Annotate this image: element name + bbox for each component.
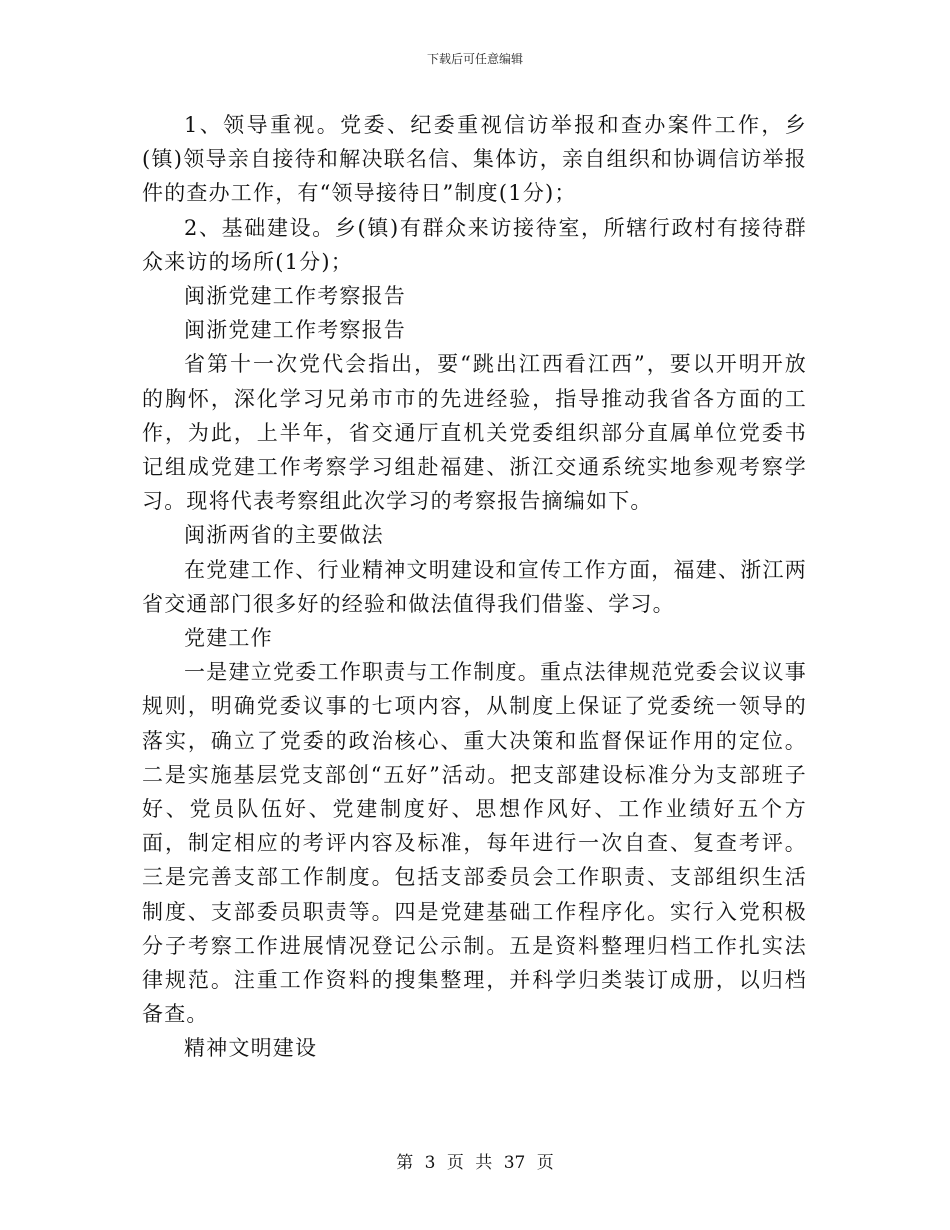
header-note: 下载后可任意编辑 [426,52,523,66]
paragraph-overview: 在党建工作、行业精神文明建设和宣传工作方面，福建、浙江两省交通部门很多好的经验和做法值得我们借鉴、学习。 [142,557,807,616]
section-heading-main-practices: 闽浙两省的主要做法 [184,523,384,548]
paragraph-leadership: 1、领导重视。党委、纪委重视信访举报和查办案件工作，乡(镇)领导亲自接待和解决联名信、集体访，亲自组织和协调信访举报件的查办工作，有“领导接待日”制度(1分)； [142,113,807,206]
section-heading-report: 闽浙党建工作考察报告 [184,284,406,309]
document-body [142,108,807,1066]
page-footer [0,1151,950,1175]
paragraph-party-building-details: 一是建立党委工作职责与工作制度。重点法律规范党委会议议事规则，明确党委议事的七项内容，从制度上保证了党委统一领导的落实，确立了党委的政治核心、重大决策和监督保证作用的定位。二是实施基层党支部创“五好”活动。把支部建设标准分为支部班子好、党员队伍好、党建制度好、思想作风好、工作业绩好五个方面，制定相应的考评内容及标准，每年进行一次自查、复查考评。三是完善支部工作制度。包括支部委员会工作职责、支部组织生活制度、支部委员职责等。四是党建基础工作程序化。实行入党积极分子考察工作进展情况登记公示制。五是资料整理归档工作扎实法律规范。注重工作资料的搜集整理，并科学归类装订成册，以归档备查。 [142,660,807,1027]
page-number: 第 3 页 共 37 页 [396,1153,554,1173]
section-heading-party-building: 党建工作 [184,626,273,651]
paragraph-introduction: 省第十一次党代会指出，要“跳出江西看江西”，要以开明开放的胸怀，深化学习兄弟市市的先进经验，指导推动我省各方面的工作，为此，上半年，省交通厅直机关党委组织部分直属单位党委书记组成党建工作考察学习组赴福建、浙江交通系统实地参观考察学习。现将代表考察组此次学习的考察报告摘编如下。 [142,352,807,514]
section-heading-report-repeat: 闽浙党建工作考察报告 [184,318,406,343]
section-heading-spiritual-civilization: 精神文明建设 [184,1036,318,1061]
paragraph-infrastructure: 2、基础建设。乡(镇)有群众来访接待室，所辖行政村有接待群众来访的场所(1分)； [142,215,807,274]
page-header [0,51,950,67]
